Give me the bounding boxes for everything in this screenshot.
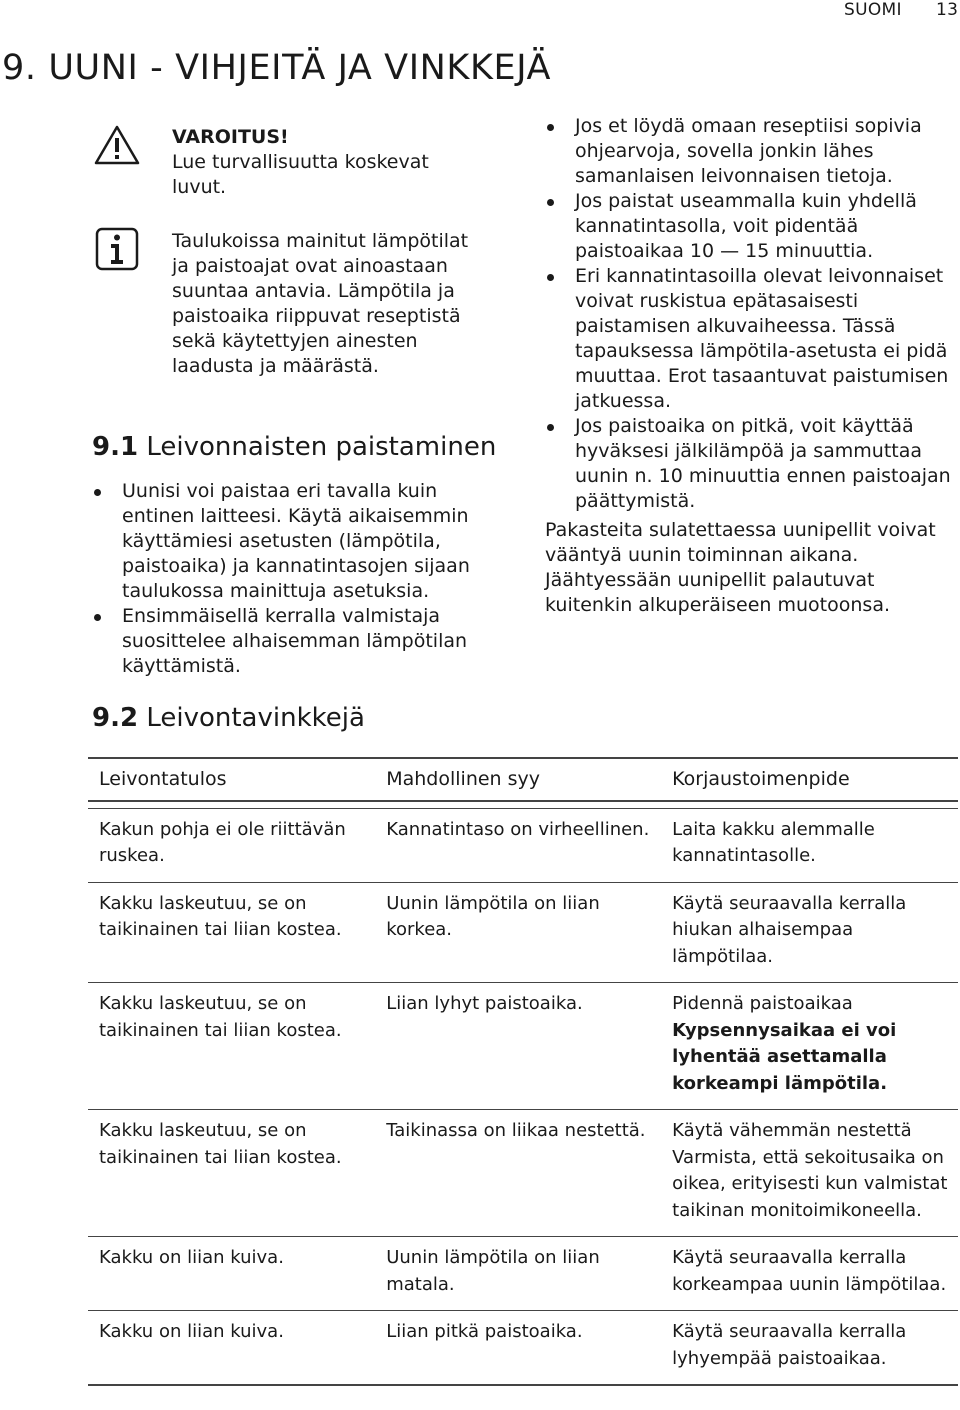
list-item: Uunisi voi paistaa eri tavalla kuin entinen laitteesi. Käytä aikaisemmin käyttämiesi asetusten (lämpötila, paistoaika) ja kannatintasojen sijaan taulukossa mainittuja asetuksia.: [92, 479, 492, 604]
baking-tips-table: [88, 757, 958, 1386]
table-cell: Liian lyhyt paistoaika.: [375, 983, 661, 1110]
table-row: [88, 983, 958, 1110]
table-header-row: [88, 758, 958, 801]
bold-note: Kypsennysaikaa ei voi lyhentää asettamalla korkeampi lämpötila.: [672, 1019, 897, 1094]
section-title: Leivontavinkkejä: [146, 703, 365, 733]
warning-heading: VAROITUS!: [172, 126, 289, 148]
warning-notice: [172, 125, 472, 200]
info-notice: Taulukoissa mainitut lämpötilat ja paistoajat ovat ainoastaan suuntaa antavia. Lämpötila ja paistoaika riippuvat reseptistä sekä käytettyjen ainesten laadusta ja määrästä.: [172, 230, 469, 377]
cell-text: Pidennä paistoaikaa: [672, 993, 853, 1014]
section-heading-9-2: [92, 702, 365, 734]
table-row: [88, 808, 958, 882]
table-row: [88, 1311, 958, 1386]
column-header: Korjaustoimenpide: [661, 758, 958, 801]
table-cell: [661, 983, 958, 1110]
section-title: Leivonnaisten paistaminen: [146, 432, 497, 462]
section-heading-9-1: [92, 431, 496, 463]
table-row: [88, 882, 958, 983]
table-cell: Käytä seuraavalla kerralla korkeampaa uunin lämpötilaa.: [661, 1237, 958, 1311]
list-item: Jos et löydä omaan reseptiisi sopivia ohjearvoja, sovella jonkin lähes samanlaisen leivonnaisen tietoja.: [545, 114, 955, 189]
table-cell: Kakku on liian kuiva.: [88, 1237, 375, 1311]
table-spacer: [88, 801, 958, 809]
list-item: Eri kannatintasoilla olevat leivonnaiset voivat ruskistua epätasaisesti paistamisen alkuvaiheessa. Tässä tapauksessa lämpötila-asetusta ei pidä muuttaa. Erot tasaantuvat paistumisen jatkuessa.: [545, 264, 955, 414]
table-cell: Kakun pohja ei ole riittävän ruskea.: [88, 808, 375, 882]
frozen-food-paragraph: Pakasteita sulatettaessa uunipellit voivat vääntyä uunin toiminnan aikana. Jäähtyessään uunipellit palautuvat kuitenkin alkuperäiseen muotoonsa.: [545, 519, 936, 616]
info-icon: [94, 226, 140, 272]
table-cell: Uunin lämpötila on liian matala.: [375, 1237, 661, 1311]
table-cell: Kakku on liian kuiva.: [88, 1311, 375, 1386]
tips-bullet-list: [545, 114, 955, 514]
table-cell: Käytä vähemmän nestettä Varmista, että sekoitusaika on oikea, erityisesti kun valmistat taikinan monitoimikoneella.: [661, 1110, 958, 1237]
table-cell: Kakku laskeutuu, se on taikinainen tai liian kostea.: [88, 882, 375, 983]
table-cell: Kakku laskeutuu, se on taikinainen tai liian kostea.: [88, 1110, 375, 1237]
page-number: 13: [936, 0, 959, 20]
warning-triangle-icon: [94, 124, 140, 166]
language-label: SUOMI: [844, 0, 902, 20]
section-number: 9.1: [92, 432, 139, 462]
table-cell: Kannatintaso on virheellinen.: [375, 808, 661, 882]
table-cell: Uunin lämpötila on liian korkea.: [375, 882, 661, 983]
warning-text: Lue turvallisuutta koskevat luvut.: [172, 151, 429, 198]
column-header: Leivontatulos: [88, 758, 375, 801]
table-cell: Käytä seuraavalla kerralla lyhyempää paistoaikaa.: [661, 1311, 958, 1386]
column-header: Mahdollinen syy: [375, 758, 661, 801]
table-cell: Laita kakku alemmalle kannatintasolle.: [661, 808, 958, 882]
page-title: 9. UUNI - VIHJEITÄ JA VINKKEJÄ: [2, 48, 552, 88]
table-row: [88, 1110, 958, 1237]
table-cell: Liian pitkä paistoaika.: [375, 1311, 661, 1386]
list-item: Ensimmäisellä kerralla valmistaja suosittelee alhaisemman lämpötilan käyttämistä.: [92, 604, 492, 679]
section-number: 9.2: [92, 703, 139, 733]
table-cell: Taikinassa on liikaa nestettä.: [375, 1110, 661, 1237]
table-cell: Kakku laskeutuu, se on taikinainen tai liian kostea.: [88, 983, 375, 1110]
table-row: [88, 1237, 958, 1311]
baking-bullet-list: [92, 479, 492, 679]
list-item: Jos paistoaika on pitkä, voit käyttää hyväksesi jälkilämpöä ja sammuttaa uunin n. 10 minuuttia ennen paistoajan päättymistä.: [545, 414, 955, 514]
list-item: Jos paistat useammalla kuin yhdellä kannatintasolla, voit pidentää paistoaikaa 10 — 15 minuuttia.: [545, 189, 955, 264]
table-cell: Käytä seuraavalla kerralla hiukan alhaisempaa lämpötilaa.: [661, 882, 958, 983]
